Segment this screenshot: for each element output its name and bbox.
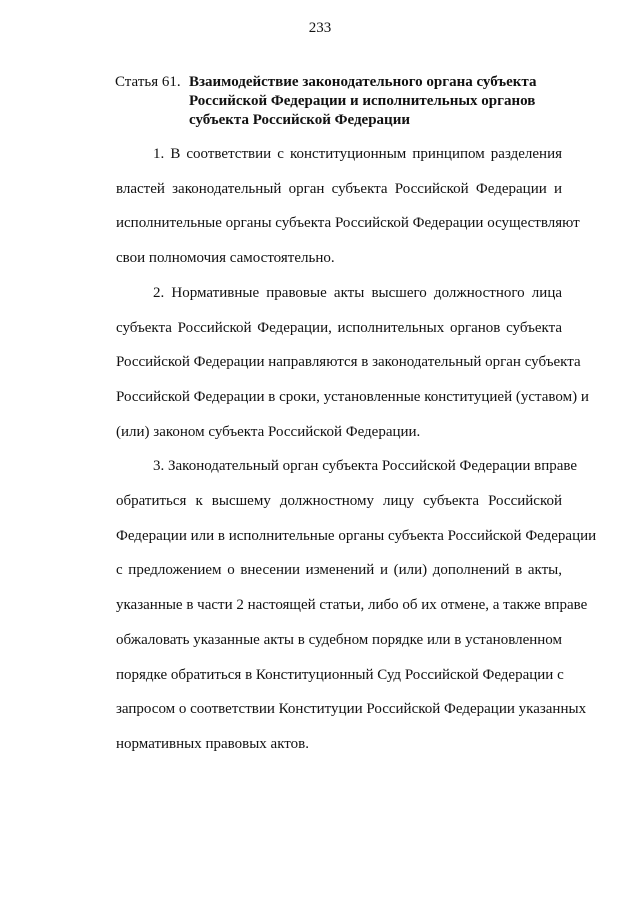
paragraph-1 — [79, 137, 580, 276]
paragraph-line: Российской Федерации направляются в законодательный орган субъекта — [116, 354, 581, 371]
paragraph-line: исполнительные органы субъекта Российской Федерации осуществляют — [116, 215, 580, 232]
article-title — [189, 73, 574, 130]
paragraph-line: 1. В соответствии с конституционным принципом разделения — [153, 146, 562, 162]
paragraph-line: с предложением о внесении изменений и (или) дополнений в акты, — [116, 562, 562, 579]
paragraph-line: Российской Федерации в сроки, установленные конституцией (уставом) и — [116, 388, 589, 405]
paragraph-line: обжаловать указанные акты в судебном порядке или в установленном — [116, 631, 562, 648]
paragraph-3 — [79, 449, 597, 761]
paragraph-line: (или) законом субъекта Российской Федерации. — [116, 423, 421, 440]
paragraph-line: свои полномочия самостоятельно. — [116, 250, 335, 267]
paragraph-line: порядке обратиться в Конституционный Суд Российской Федерации с — [116, 666, 564, 683]
paragraph-line: 3. Законодательный орган субъекта Российской Федерации вправе — [153, 458, 578, 475]
article-label: Статья 61. — [115, 74, 181, 90]
article-title-line: субъекта Российской Федерации — [189, 112, 410, 128]
paragraph-line: 2. Нормативные правовые акты высшего должностного лица — [153, 284, 562, 301]
paragraph-line: Федерации или в исполнительные органы субъекта Российской Федерации — [116, 527, 597, 544]
paragraph-line: нормативных правовых актов. — [116, 735, 309, 752]
paragraph-2 — [79, 276, 589, 450]
paragraph-line: запросом о соответствии Конституции Российской Федерации указанных — [116, 701, 587, 718]
article-title-line: Российской Федерации и исполнительных органов — [189, 93, 536, 109]
paragraph-line: указанные в части 2 настоящей статьи, либо об их отмене, а также вправе — [116, 597, 588, 614]
article-body — [79, 137, 597, 762]
page-number: 233 — [308, 20, 332, 36]
paragraph-line: субъекта Российской Федерации, исполнительных органов субъекта — [116, 319, 562, 336]
paragraph-line: властей законодательный орган субъекта Российской Федерации и — [116, 180, 562, 197]
paragraph-line: обратиться к высшему должностному лицу субъекта Российской — [116, 493, 562, 510]
article-title-line: Взаимодействие законодательного органа субъекта — [189, 74, 537, 90]
